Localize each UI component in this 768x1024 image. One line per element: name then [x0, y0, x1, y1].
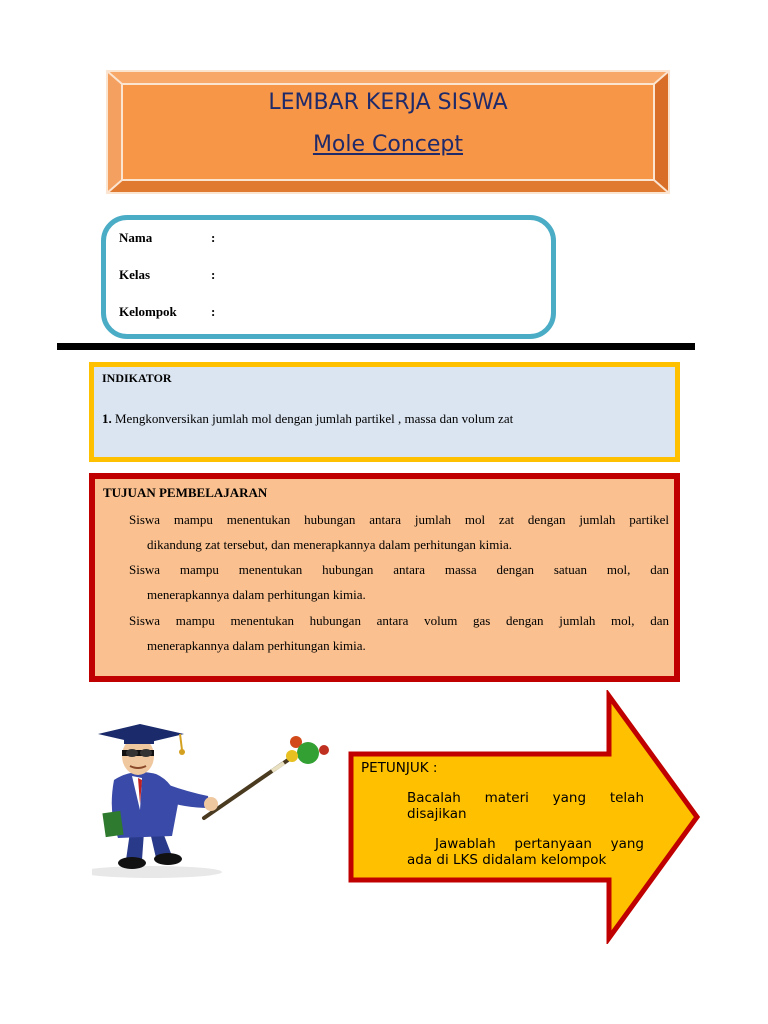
tujuan-item: [129, 608, 669, 658]
identity-colon: :: [211, 267, 216, 282]
indikator-number: 1.: [102, 411, 112, 426]
petunjuk-item: Jawablah pertanyaan yang ada di LKS didalam kelompok: [407, 836, 644, 868]
tujuan-item-line1: Siswa mampu menentukan hubungan antara volum gas dengan jumlah mol, dan: [129, 613, 669, 628]
tujuan-box: [89, 473, 680, 682]
tujuan-item: [129, 507, 669, 557]
indikator-item: [102, 411, 513, 427]
petunjuk-item: Bacalah materi yang telah disajikan: [407, 790, 644, 822]
indikator-title: INDIKATOR: [102, 371, 172, 385]
tujuan-item-line2: dikandung zat tersebut, dan menerapkannya dalam perhitungan kimia.: [147, 537, 512, 552]
title-banner: [106, 70, 670, 194]
petunjuk-title: PETUNJUK :: [361, 760, 438, 776]
graduate-teacher-with-pointer-icon: [92, 720, 342, 880]
identity-row-nama: [119, 230, 215, 246]
identity-row-kelas: [119, 267, 215, 283]
tujuan-item-line1: Siswa mampu menentukan hubungan antara massa dengan satuan mol, dan: [129, 562, 669, 577]
identity-label: Kelompok: [119, 304, 177, 319]
identity-colon: :: [211, 304, 216, 319]
tujuan-item: [129, 557, 669, 607]
indikator-text: Mengkonversikan jumlah mol dengan jumlah partikel , massa dan volum zat: [111, 411, 514, 426]
identity-row-kelompok: [119, 304, 215, 320]
identity-colon: :: [211, 230, 216, 245]
tujuan-item-line2: menerapkannya dalam perhitungan kimia.: [147, 638, 366, 653]
tujuan-title: TUJUAN PEMBELAJARAN: [103, 485, 268, 500]
worksheet-title: LEMBAR KERJA SISWA: [268, 90, 508, 115]
horizontal-divider: [57, 343, 695, 350]
student-identity-box: [101, 215, 556, 339]
indikator-box: [89, 362, 680, 462]
tujuan-item-line2: menerapkannya dalam perhitungan kimia.: [147, 587, 366, 602]
worksheet-subtitle: Mole Concept: [312, 132, 464, 157]
tujuan-item-line1: Siswa mampu menentukan hubungan antara jumlah mol zat dengan jumlah partikel: [129, 512, 669, 527]
identity-label: Nama: [119, 230, 153, 245]
identity-label: Kelas: [119, 267, 151, 282]
